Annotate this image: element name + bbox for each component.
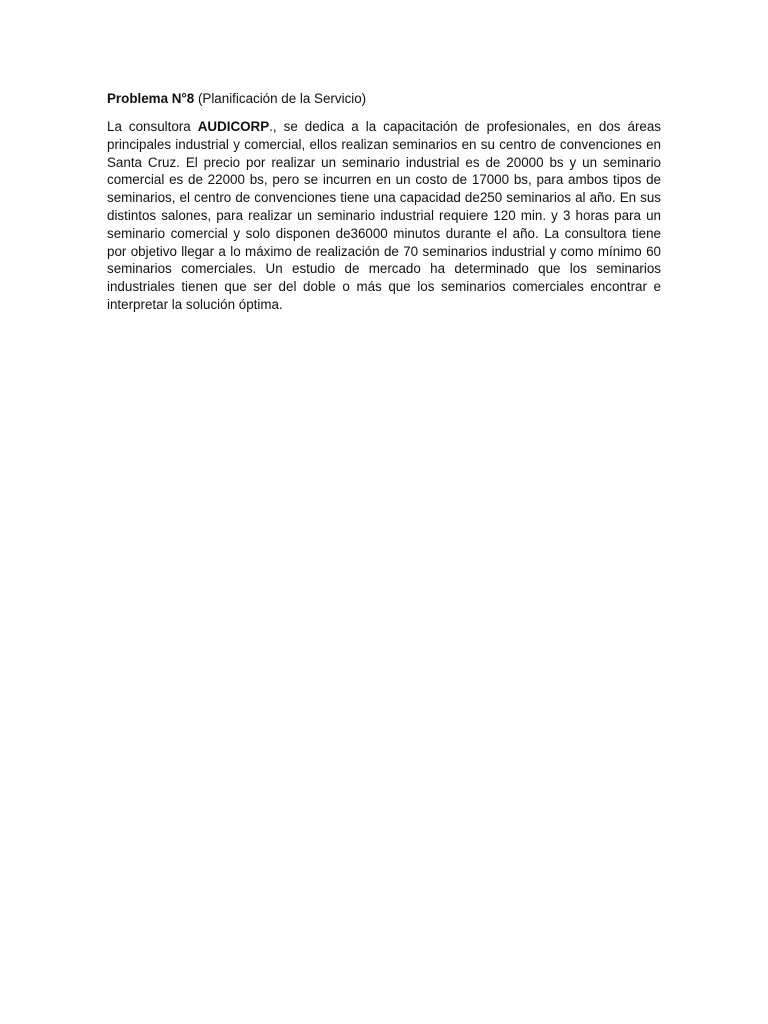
document-content [107,90,661,314]
problem-heading [107,90,661,108]
problem-subtitle: (Planificación de la Servicio) [194,91,367,106]
company-name: AUDICORP [197,119,270,134]
statement-intro: La consultora [107,119,198,134]
statement-text: ., se dedica a la capacitación de profesionales, en dos áreas principales industrial y comercial, ellos realizan seminarios en su centro de convenciones en Santa Cruz. El precio por realizar un seminario industrial es de 20000 bs y un seminario comercial es de 22000 bs, pero se incurren en un costo de 17000 bs, para ambos tipos de seminarios, el centro de convenciones tiene una capacidad de250 seminarios al año. En sus distintos salones, para realizar un seminario industrial requiere 120 min. y 3 horas para un seminario comercial y solo disponen de36000 minutos durante el año. La consultora tiene por objetivo llegar a lo máximo de realización de 70 seminarios industrial y como mínimo 60 seminarios comerciales. Un estudio de mercado ha determinado que los seminarios industriales tienen que ser del doble o más que los seminarios comerciales encontrar e interpretar la solución óptima. [107,119,661,312]
problem-number: Problema N°8 [107,91,195,106]
problem-statement [107,118,661,314]
